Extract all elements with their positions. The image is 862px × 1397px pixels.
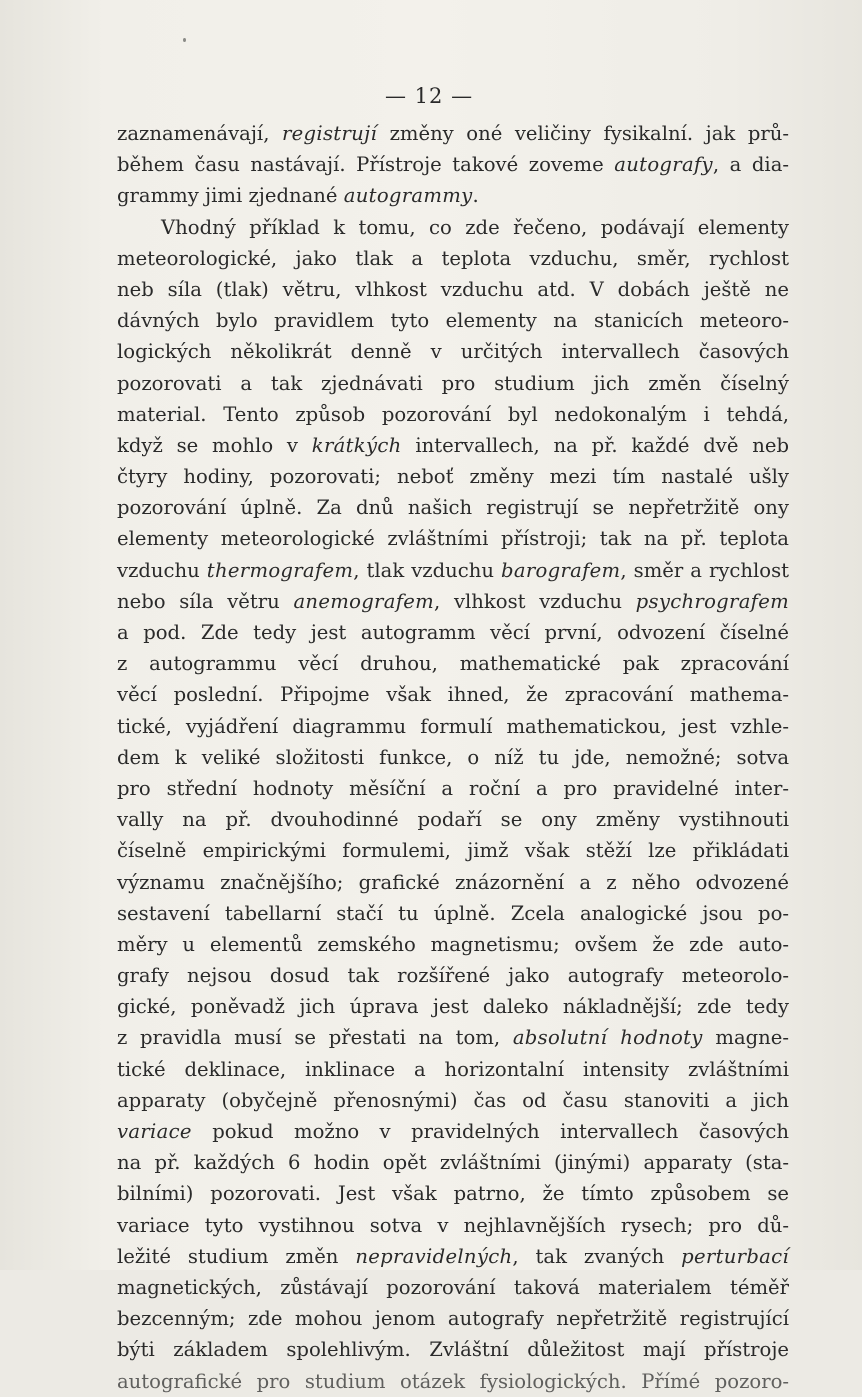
text-line: [117, 867, 789, 898]
text-run: dávných bylo pravidlem tyto elementy na stanicích meteoro-: [117, 309, 789, 333]
text-run: apparaty (obyčejně přenosnými) čas od času stanoviti a jich: [117, 1088, 789, 1112]
text-line: [117, 1272, 789, 1303]
italic-term: absolutní hodnoty: [512, 1026, 703, 1050]
italic-term: psychrografem: [635, 589, 789, 613]
text-line: [117, 617, 789, 648]
text-line: [117, 1303, 789, 1334]
text-line: [117, 991, 789, 1022]
text-run: , směr a rychlost: [620, 558, 790, 582]
text-line: [117, 835, 789, 866]
italic-term: nepravidelných: [355, 1244, 513, 1268]
text-run: vally na př. dvouhodinné podaří se ony změny vystihnouti: [117, 808, 789, 832]
text-line: [117, 555, 789, 586]
italic-term: krátkých: [311, 433, 402, 457]
text-line: [117, 461, 789, 492]
text-line: [117, 1085, 789, 1116]
ink-speck: [183, 38, 186, 42]
text-line: [117, 118, 789, 149]
text-line: [117, 929, 789, 960]
text-line: [117, 399, 789, 430]
text-line: [117, 679, 789, 710]
text-run: a pod. Zde tedy jest autogramm věcí první, odvození číselné: [117, 621, 789, 644]
text-run: tické deklinace, inklinace a horizontalní intensity zvláštními: [117, 1057, 789, 1081]
text-run: nebo síla větru: [117, 589, 294, 613]
text-line: [117, 430, 789, 461]
text-run: magne-: [702, 1026, 790, 1050]
italic-term: perturbací: [681, 1244, 790, 1268]
text-run: autografické pro studium otázek fysiologických. Přímé pozoro-: [117, 1369, 789, 1393]
text-run: pokud možno v pravidelných intervallech časových: [191, 1120, 789, 1143]
text-run: bezcenným; zde mohou jenom autografy nepřetržitě registrující: [117, 1307, 789, 1331]
text-line: [117, 180, 789, 211]
text-run: ležité studium změn: [117, 1244, 356, 1268]
text-run: významu značnějšího; grafické znázornění a z něho odvozené: [117, 870, 789, 894]
text-line: [117, 274, 789, 305]
text-line: [117, 1241, 789, 1272]
text-run: logických několikrát denně v určitých intervallech časových: [117, 340, 789, 364]
text-run: elementy meteorologické zvláštními přístroji; tak na př. teplota: [117, 527, 789, 551]
italic-term: thermografem: [206, 558, 354, 582]
text-run: intervallech, na př. každé dvě neb: [401, 433, 789, 457]
text-line: [117, 1022, 789, 1053]
text-run: na př. každých 6 hodin opět zvláštními (jinými) apparaty (sta-: [117, 1151, 789, 1175]
text-line: [117, 1366, 789, 1397]
text-run: , tak zvaných: [512, 1244, 682, 1268]
text-run: během času nastávají. Přístroje takové zoveme: [117, 153, 615, 177]
text-run: zaznamenávají,: [117, 122, 282, 145]
text-run: , a dia-: [712, 153, 789, 177]
italic-term: autografy: [614, 153, 713, 177]
text-run: z autogrammu věcí druhou, mathematické pak zpracování: [117, 652, 789, 676]
page-number: — 12 —: [385, 84, 474, 108]
text-line: [117, 336, 789, 367]
text-run: sestavení tabellarní stačí tu úplně. Zcela analogické jsou po-: [117, 901, 789, 925]
text-line: [117, 1054, 789, 1085]
text-run: býti základem spolehlivým. Zvláštní důležitost mají přístroje: [117, 1338, 789, 1362]
text-run: z pravidla musí se přestati na tom,: [117, 1026, 513, 1050]
text-run: pro střední hodnoty měsíční a roční a pro pravidelné inter-: [117, 776, 789, 800]
text-line: [117, 648, 789, 679]
italic-term: variace: [117, 1120, 192, 1143]
text-line: [117, 368, 789, 399]
text-line: [117, 742, 789, 773]
italic-term: barografem: [501, 558, 621, 582]
text-run: , vlhkost vzduchu: [434, 589, 636, 613]
text-run: grafy nejsou dosud tak rozšířené jako autografy meteorolo-: [117, 964, 789, 988]
text-line: [117, 1334, 789, 1365]
text-run: variace tyto vystihnou sotva v nejhlavnějších rysech; pro dů-: [117, 1213, 789, 1237]
text-line: [117, 898, 789, 929]
text-run: tické, vyjádření diagrammu formulí mathematickou, jest vzhle-: [117, 714, 789, 738]
text-line: [117, 1116, 789, 1147]
text-run: číselně empirickými formulemi, jimž však stěží lze přikládati: [117, 839, 789, 863]
text-run: věcí poslední. Připojme však ihned, že zpracování mathema-: [117, 683, 789, 707]
text-run: gické, poněvadž jich úprava jest daleko nákladnější; zde tedy: [117, 995, 789, 1019]
text-line: [117, 711, 789, 742]
text-run: Vhodný příklad k tomu, co zde řečeno, podávají elementy: [161, 215, 789, 239]
text-line: [117, 149, 789, 180]
text-line: [117, 1147, 789, 1178]
text-run: pozorovati a tak zjednávati pro studium jich změn číselný: [117, 371, 789, 395]
text-line: [117, 804, 789, 835]
body-text: [117, 118, 789, 1397]
text-run: magnetických, zůstávají pozorování taková materialem téměř: [117, 1275, 789, 1299]
text-line: [117, 243, 789, 274]
text-run: dem k veliké složitosti funkce, o níž tu jde, nemožné; sotva: [117, 745, 789, 769]
text-run: grammy jimi zjednané: [117, 184, 344, 208]
text-run: měry u elementů zemského magnetismu; ovšem že zde auto-: [117, 932, 789, 956]
italic-term: autogrammy: [343, 184, 473, 208]
text-line: [117, 960, 789, 991]
text-run: změny oné veličiny fysikalní. jak prů-: [377, 122, 789, 145]
text-run: , tlak vzduchu: [353, 558, 502, 582]
text-run: když se mohlo v: [117, 433, 312, 457]
text-run: vzduchu: [117, 558, 207, 582]
text-run: meteorologické, jako tlak a teplota vzduchu, směr, rychlost: [117, 246, 789, 270]
italic-term: anemografem: [293, 589, 435, 613]
text-run: čtyry hodiny, pozorovati; neboť změny mezi tím nastalé ušly: [117, 465, 789, 489]
text-run: bilními) pozorovati. Jest však patrno, že tímto způsobem se: [117, 1182, 789, 1206]
text-line: [117, 523, 789, 554]
text-run: pozorování úplně. Za dnů našich registrují se nepřetržitě ony: [117, 496, 789, 520]
italic-term: registrují: [281, 122, 378, 145]
text-line: [117, 773, 789, 804]
text-line: [117, 1178, 789, 1209]
text-run: neb síla (tlak) větru, vlhkost vzduchu atd. V dobách ještě ne: [117, 277, 789, 301]
text-line: [117, 212, 789, 243]
text-line: [117, 586, 789, 617]
text-line: [117, 1210, 789, 1241]
text-line: [117, 492, 789, 523]
text-line: [117, 305, 789, 336]
text-run: .: [472, 184, 479, 208]
text-run: material. Tento způsob pozorování byl nedokonalým i tehdá,: [117, 402, 789, 426]
